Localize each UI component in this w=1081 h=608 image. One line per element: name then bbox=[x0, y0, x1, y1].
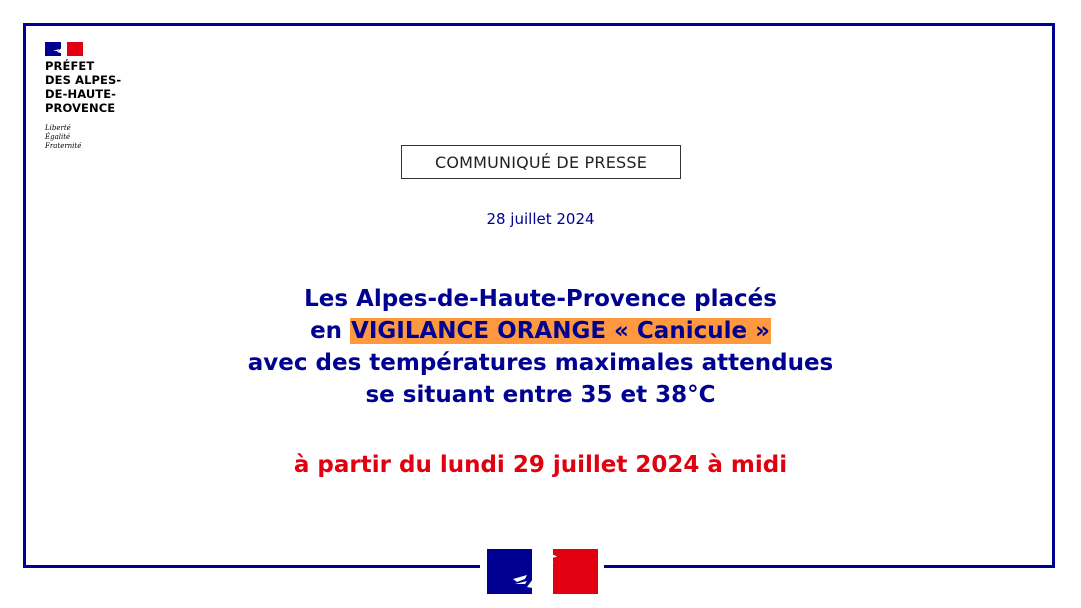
press-release-label: COMMUNIQUÉ DE PRESSE bbox=[401, 145, 681, 179]
motto-fraternite: Fraternité bbox=[45, 142, 82, 150]
prefecture-name-line-4: PROVENCE bbox=[45, 101, 116, 115]
start-notice: à partir du lundi 29 juillet 2024 à midi bbox=[293, 452, 788, 478]
headline-line-1: Les Alpes-de-Haute-Provence placés bbox=[304, 286, 777, 312]
republic-motto bbox=[45, 124, 81, 151]
headline bbox=[0, 283, 1081, 411]
marianne-flag-icon bbox=[487, 549, 598, 594]
motto-liberte: Liberté bbox=[45, 124, 71, 132]
motto-egalite: Égalité bbox=[45, 133, 71, 141]
headline-line-3: avec des températures maximales attendues bbox=[247, 350, 834, 376]
marianne-flag-icon bbox=[45, 42, 83, 56]
headline-line-2-prefix: en bbox=[310, 318, 351, 344]
prefecture-name-line-1: PRÉFET bbox=[45, 59, 95, 73]
prefecture-name-line-3: DE-HAUTE- bbox=[45, 87, 117, 101]
prefecture-name bbox=[45, 59, 185, 115]
prefecture-name-line-2: DES ALPES- bbox=[45, 73, 122, 87]
headline-line-2 bbox=[0, 315, 1081, 347]
release-date: 28 juillet 2024 bbox=[486, 210, 595, 228]
headline-line-4: se situant entre 35 et 38°C bbox=[365, 382, 716, 408]
vigilance-orange-highlight: VIGILANCE ORANGE « Canicule » bbox=[351, 318, 770, 344]
